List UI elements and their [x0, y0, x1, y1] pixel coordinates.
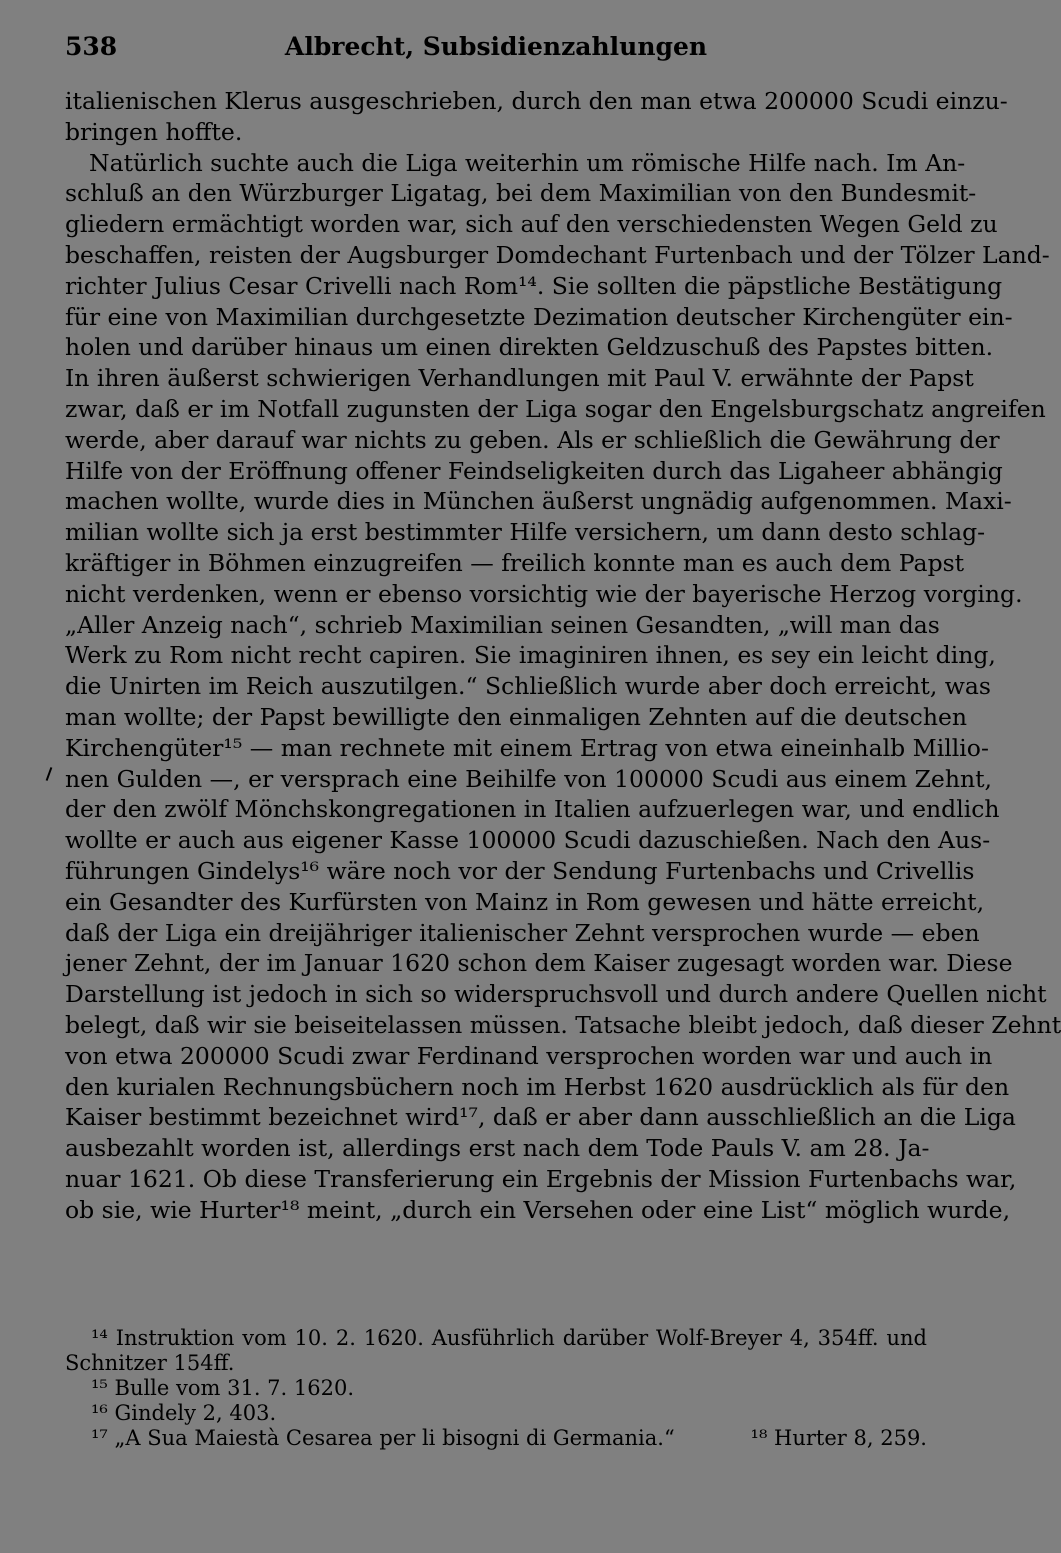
footnote-15: ¹⁵ Bulle vom 31. 7. 1620.	[91, 1376, 355, 1400]
text-line: In ihren äußerst schwierigen Verhandlungen mit Paul V. erwähnte der Papst	[65, 364, 974, 393]
page-header	[65, 32, 927, 66]
text-line: von etwa 200000 Scudi zwar Ferdinand versprochen worden war und auch in	[65, 1041, 993, 1070]
margin-mark	[46, 767, 53, 781]
text-line: man wollte; der Papst bewilligte den einmaligen Zehnten auf die deutschen	[65, 702, 967, 731]
text-line: schluß an den Würzburger Ligatag, bei dem Maximilian von den Bundesmit-	[65, 179, 977, 208]
running-head: Albrecht, Subsidienzahlungen	[284, 32, 708, 61]
footnote-14: ¹⁴ Instruktion vom 10. 2. 1620. Ausführlich darüber Wolf-Breyer 4, 354ff. und	[91, 1326, 927, 1350]
text-line: Werk zu Rom nicht recht capiren. Sie imaginiren ihnen, es sey ein leicht ding,	[65, 641, 996, 670]
page-number: 538	[65, 32, 118, 61]
book-page	[65, 0, 1061, 1553]
footnote-16: ¹⁶ Gindely 2, 403.	[91, 1401, 277, 1425]
body-text	[65, 86, 1061, 1225]
text-line: wollte er auch aus eigener Kasse 100000 Scudi dazuschießen. Nach den Aus-	[65, 826, 991, 855]
text-line: Kaiser bestimmt bezeichnet wird¹⁷, daß er aber dann ausschließlich an die Liga	[65, 1103, 1016, 1132]
text-line: kräftiger in Böhmen einzugreifen — freilich konnte man es auch dem Papst	[65, 548, 965, 577]
text-line: ob sie, wie Hurter¹⁸ meint, „durch ein Versehen oder eine List“ möglich wurde,	[65, 1195, 1011, 1224]
text-line: werde, aber darauf war nichts zu geben. Als er schließlich die Gewährung der	[65, 425, 1000, 454]
text-line: jener Zehnt, der im Januar 1620 schon dem Kaiser zugesagt worden war. Diese	[65, 949, 1013, 978]
text-line: „Aller Anzeig nach“, schrieb Maximilian seinen Gesandten, „will man das	[65, 610, 940, 639]
footnote-14-continued: Schnitzer 154ff.	[65, 1351, 235, 1375]
footnote-17: ¹⁷ „A Sua Maiestà Cesarea per li bisogni di Germania.“	[91, 1426, 675, 1450]
footnote-row-17-18	[65, 1426, 927, 1451]
text-line: für eine von Maximilian durchgesetzte Dezimation deutscher Kirchengüter ein-	[65, 302, 1013, 331]
text-line: Kirchengüter¹⁵ — man rechnete mit einem Ertrag von etwa eineinhalb Millio-	[65, 733, 989, 762]
text-line: gliedern ermächtigt worden war, sich auf den verschiedensten Wegen Geld zu	[65, 210, 998, 239]
text-line: milian wollte sich ja erst bestimmter Hilfe versichern, um dann desto schlag-	[65, 518, 986, 547]
text-line: belegt, daß wir sie beiseitelassen müssen. Tatsache bleibt jedoch, daß dieser Zehnt	[65, 1010, 1061, 1039]
text-line: bringen hoffte.	[65, 117, 243, 146]
footnote-18: ¹⁸ Hurter 8, 259.	[750, 1426, 927, 1450]
text-line: richter Julius Cesar Crivelli nach Rom¹⁴. Sie sollten die päpstliche Bestätigung	[65, 271, 1003, 300]
footnotes	[65, 1326, 927, 1451]
text-line: Hilfe von der Eröffnung offener Feindseligkeiten durch das Ligaheer abhängig	[65, 456, 1003, 485]
text-line: die Unirten im Reich auszutilgen.“ Schließlich wurde aber doch erreicht, was	[65, 672, 991, 701]
text-line: beschaffen, reisten der Augsburger Domdechant Furtenbach und der Tölzer Land-	[65, 240, 1050, 269]
text-line: zwar, daß er im Notfall zugunsten der Liga sogar den Engelsburgschatz angreifen	[65, 394, 1046, 423]
text-line: Darstellung ist jedoch in sich so widerspruchsvoll und durch andere Quellen nicht	[65, 980, 1047, 1009]
text-line: ausbezahlt worden ist, allerdings erst nach dem Tode Pauls V. am 28. Ja-	[65, 1134, 930, 1163]
text-line: nicht verdenken, wenn er ebenso vorsichtig wie der bayerische Herzog vorging.	[65, 579, 1023, 608]
text-line: holen und darüber hinaus um einen direkten Geldzuschuß des Papstes bitten.	[65, 333, 994, 362]
text-line: machen wollte, wurde dies in München äußerst ungnädig aufgenommen. Maxi-	[65, 487, 1012, 516]
text-line: führungen Gindelys¹⁶ wäre noch vor der Sendung Furtenbachs und Crivellis	[65, 856, 975, 885]
text-line: nuar 1621. Ob diese Transferierung ein Ergebnis der Mission Furtenbachs war,	[65, 1164, 1017, 1193]
text-line: der den zwölf Mönchskongregationen in Italien aufzuerlegen war, und endlich	[65, 795, 1000, 824]
text-line: ein Gesandter des Kurfürsten von Mainz in Rom gewesen und hätte erreicht,	[65, 887, 985, 916]
text-line: nen Gulden —, er versprach eine Beihilfe von 100000 Scudi aus einem Zehnt,	[65, 764, 993, 793]
text-line: daß der Liga ein dreijähriger italienischer Zehnt versprochen wurde — eben	[65, 918, 980, 947]
text-line: italienischen Klerus ausgeschrieben, durch den man etwa 200000 Scudi einzu-	[65, 87, 1008, 115]
text-line: den kurialen Rechnungsbüchern noch im Herbst 1620 ausdrücklich als für den	[65, 1072, 1010, 1101]
text-line: Natürlich suchte auch die Liga weiterhin um römische Hilfe nach. Im An-	[89, 148, 966, 177]
